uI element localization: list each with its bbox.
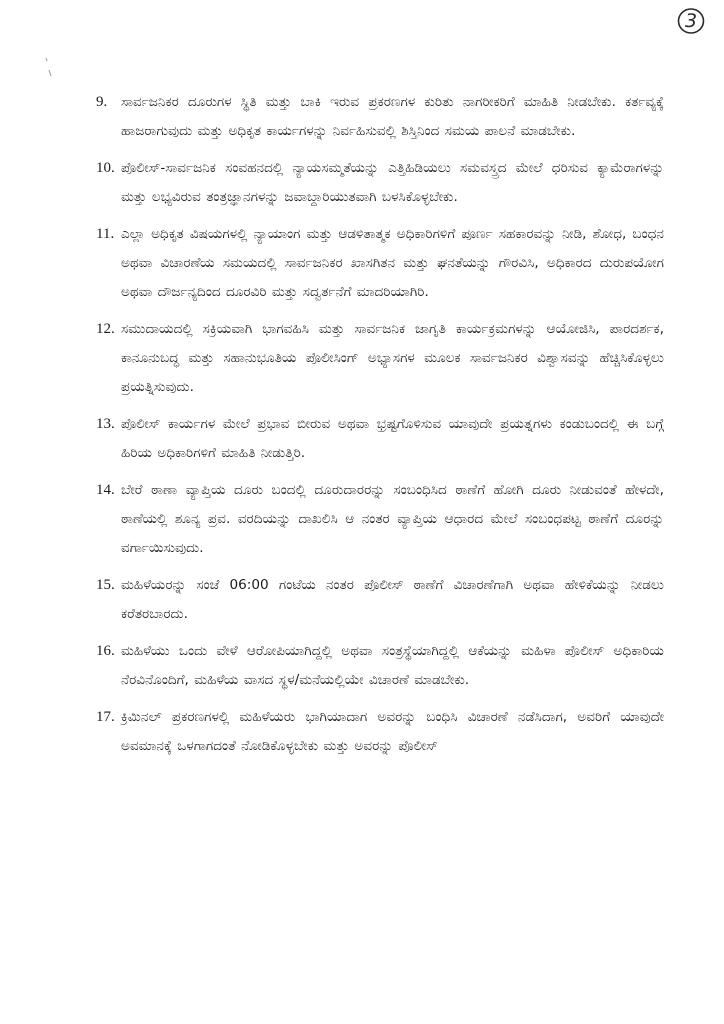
item-text: ಮಹಿಳೆಯರನ್ನು ಸಂಜೆ 06:00 ಗಂಟೆಯ ನಂತರ ಪೊಲೀಸ್ ಠಾಣೆಗೆ ವಿಚಾರಣೆಗಾಗಿ ಅಥವಾ ಹೇಳಿಕೆಯನ್ನು ನೀಡಲು ಕರೆತರಬಾರದು. [121, 577, 664, 622]
item-number: 11. [96, 226, 115, 242]
item-number: 12. [96, 321, 115, 337]
item-text: ಸಾರ್ವಜನಿಕರ ದೂರುಗಳ ಸ್ಥಿತಿ ಮತ್ತು ಬಾಕಿ ಇರುವ ಪ್ರಕರಣಗಳ ಕುರಿತು ನಾಗರೀಕರಿಗೆ ಮಾಹಿತಿ ನೀಡಬೇಕು. ಕರ್ತವ್ಯಕ್ಕೆ ಹಾಜರಾಗುವುದು ಮತ್ತು ಅಧಿಕೃತ ಕಾರ್ಯಗಳನ್ನು ನಿರ್ವಹಿಸುವಲ್ಲಿ ಶಿಸ್ತಿನಿಂದ ಸಮಯ ಪಾಲನೆ ಮಾಡಬೇಕು. [121, 94, 664, 139]
item-number: 13. [96, 416, 115, 432]
item-text: ಕ್ರಿಮಿನಲ್ ಪ್ರಕರಣಗಳಲ್ಲಿ ಮಹಿಳೆಯರು ಭಾಗಿಯಾದಾಗ ಅವರನ್ನು ಬಂಧಿಸಿ ವಿಚಾರಣೆ ನಡೆಸಿದಾಗ, ಅವರಿಗೆ ಯಾವುದೇ ಅವಮಾನಕ್ಕೆ ಒಳಗಾಗದಂತೆ ನೋಡಿಕೊಳ್ಳಬೇಕು ಮತ್ತು ಅವರನ್ನು ಪೊಲೀಸ್ [121, 709, 664, 754]
item-text: ಎಲ್ಲಾ ಅಧಿಕೃತ ವಿಷಯಗಳಲ್ಲಿ ನ್ಯಾಯಾಂಗ ಮತ್ತು ಆಡಳಿತಾತ್ಮಕ ಅಧಿಕಾರಿಗಳಿಗೆ ಪೂರ್ಣ ಸಹಕಾರವನ್ನು ನೀಡಿ, ಶೋಧ, ಬಂಧನ ಅಥವಾ ವಿಚಾರಣೆಯ ಸಮಯದಲ್ಲಿ ಸಾರ್ವಜನಿಕರ ಖಾಸಗಿತನ ಮತ್ತು ಘನತೆಯನ್ನು ಗೌರವಿಸಿ, ಅಧಿಕಾರದ ದುರುಪಯೋಗ ಅಥವಾ ದೌರ್ಜನ್ಯದಿಂದ ದೂರವಿರಿ ಮತ್ತು ಸದ್ವರ್ತನೆಗೆ ಮಾದರಿಯಾಗಿರಿ. [121, 226, 664, 300]
item-text: ಬೇರೆ ಠಾಣಾ ವ್ಯಾಪ್ತಿಯ ದೂರು ಬಂದಲ್ಲಿ ದೂರುದಾರರನ್ನು ಸಂಬಂಧಿಸಿದ ಠಾಣೆಗೆ ಹೋಗಿ ದೂರು ನೀಡುವಂತೆ ಹೇಳದೇ, ಠಾಣೆಯಲ್ಲಿ ಶೂನ್ಯ ಪ್ರವ. ವರದಿಯನ್ನು ದಾಖಲಿಸಿ ಆ ನಂತರ ವ್ಯಾಪ್ತಿಯ ಆಧಾರದ ಮೇಲೆ ಸಂಬಂಧಪಟ್ಟ ಠಾಣೆಗೆ ದೂರನ್ನು ವರ್ಗಾಯಿಸುವುದು. [121, 482, 664, 556]
item-text: ಸಮುದಾಯದಲ್ಲಿ ಸಕ್ರಿಯವಾಗಿ ಭಾಗವಹಿಸಿ ಮತ್ತು ಸಾರ್ವಜನಿಕ ಜಾಗೃತಿ ಕಾರ್ಯಕ್ರಮಗಳನ್ನು ಆಯೋಜಿಸಿ, ಪಾರದರ್ಶಕ, ಕಾನೂನುಬದ್ಧ ಮತ್ತು ಸಹಾನುಭೂತಿಯ ಪೊಲೀಸಿಂಗ್ ಅಭ್ಯಾಸಗಳ ಮೂಲಕ ಸಾರ್ವಜನಿಕರ ವಿಶ್ವಾಸವನ್ನು ಹೆಚ್ಚಿಸಿಕೊಳ್ಳಲು ಪ್ರಯತ್ನಿಸುವುದು. [121, 321, 664, 395]
item-number: 10. [96, 160, 115, 176]
list-item-13 [96, 410, 664, 468]
list-item-11 [96, 220, 664, 307]
page-number [676, 6, 706, 36]
list-item-9 [96, 88, 664, 146]
item-text: ಮಹಿಳೆಯು ಒಂದು ವೇಳೆ ಆರೋಪಿಯಾಗಿದ್ದಲ್ಲಿ ಅಥವಾ ಸಂತ್ರಸ್ಥೆಯಾಗಿದ್ದಲ್ಲಿ ಆಕೆಯನ್ನು ಮಹಿಳಾ ಪೊಲೀಸ್ ಅಧಿಕಾರಿಯ ನೆರವಿನೊಂದಿಗೆ, ಮಹಿಳೆಯ ವಾಸದ ಸ್ಥಳ/ಮನೆಯಲ್ಲಿಯೇ ವಿಚಾರಣೆ ಮಾಡಬೇಕು. [121, 643, 664, 688]
list-item-17 [96, 703, 664, 761]
item-number: 15. [96, 577, 115, 593]
item-number: 16. [96, 643, 115, 659]
item-text: ಪೊಲೀಸ್ ಕಾರ್ಯಗಳ ಮೇಲೆ ಪ್ರಭಾವ ಬೀರುವ ಅಥವಾ ಭ್ರಷ್ಟಗೊಳಿಸುವ ಯಾವುದೇ ಪ್ರಯತ್ನಗಳು ಕಂಡುಬಂದಲ್ಲಿ ಈ ಬಗ್ಗೆ ಹಿರಿಯ ಅಧಿಕಾರಿಗಳಿಗೆ ಮಾಹಿತಿ ನೀಡುತ್ತಿರಿ. [121, 416, 664, 461]
page-number-value: 3 [684, 10, 698, 32]
item-number: 14. [96, 482, 115, 498]
stray-pen-mark [44, 56, 56, 82]
list-item-15 [96, 571, 664, 629]
numbered-guidelines-list [96, 88, 664, 769]
list-item-16 [96, 637, 664, 695]
list-item-14 [96, 476, 664, 563]
list-item-10 [96, 154, 664, 212]
item-text: ಪೊಲೀಸ್-ಸಾರ್ವಜನಿಕ ಸಂವಹನದಲ್ಲಿ ನ್ಯಾಯಸಮ್ಮತೆಯನ್ನು ಎತ್ತಿಹಿಡಿಯಲು ಸಮವಸ್ತ್ರದ ಮೇಲೆ ಧರಿಸುವ ಕ್ಯಾಮೆರಾಗಳನ್ನು ಮತ್ತು ಲಭ್ಯವಿರುವ ತಂತ್ರಜ್ಞಾನಗಳನ್ನು ಜವಾಬ್ದಾರಿಯುತವಾಗಿ ಬಳಸಿಕೊಳ್ಳಬೇಕು. [121, 160, 664, 205]
item-number: 17. [96, 709, 115, 725]
page-number-circle [676, 6, 706, 36]
list-item-12 [96, 315, 664, 402]
item-number: 9. [96, 94, 108, 110]
